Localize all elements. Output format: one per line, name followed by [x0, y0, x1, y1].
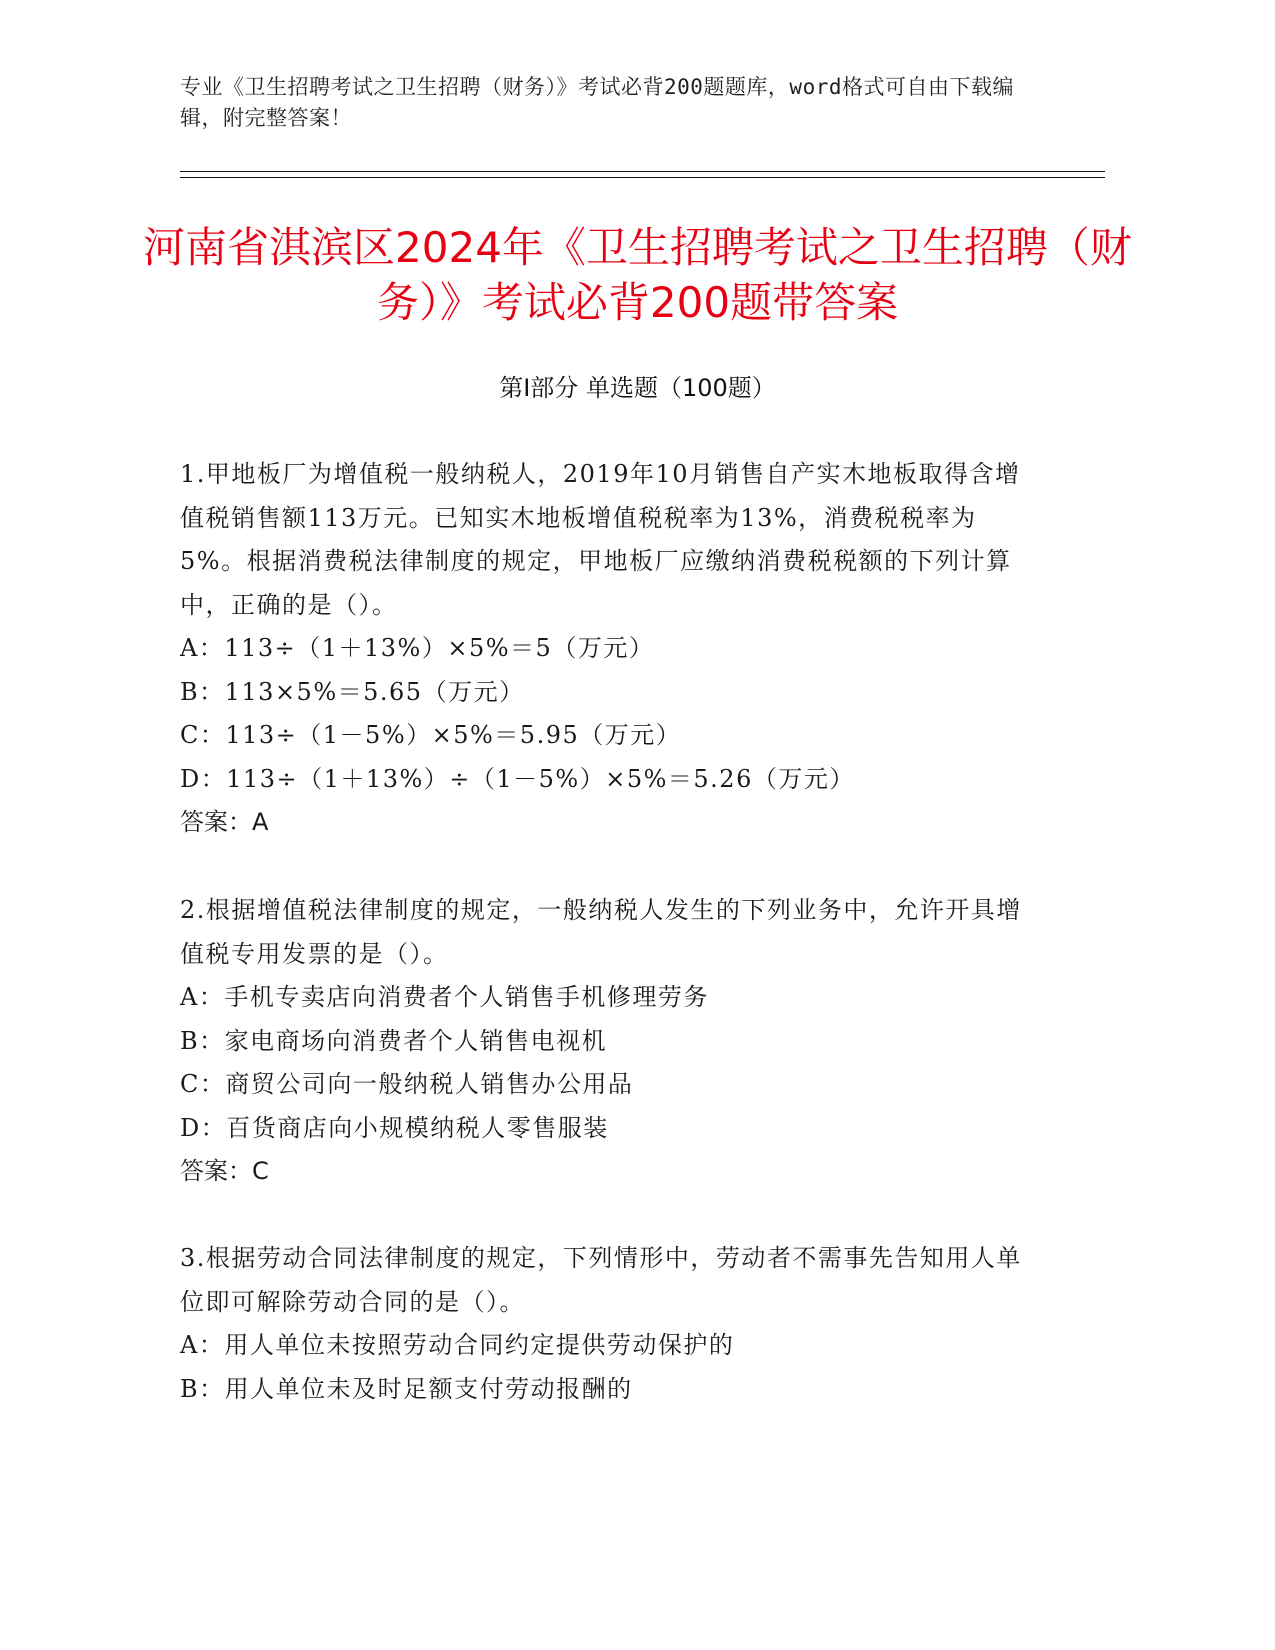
- question-stem: 2.根据增值税法律制度的规定，一般纳税人发生的下列业务中，允许开具增值税专用发票的是（）。: [180, 896, 1022, 968]
- document-title: 河南省淇滨区2024年《卫生招聘考试之卫生招聘（财务）》考试必背200题带答案: [143, 223, 1132, 327]
- answer: 答案：C: [180, 1157, 269, 1185]
- option-c: C：113÷（1－5%）×5%＝5.95（万元）: [180, 721, 682, 749]
- answer: 答案：A: [180, 808, 269, 836]
- option-a: A：113÷（1＋13%）×5%＝5（万元）: [180, 634, 655, 662]
- option-b: B：113×5%＝5.65（万元）: [180, 677, 525, 706]
- header-note: 专业《卫生招聘考试之卫生招聘（财务）》考试必背200题题库，word格式可自由下载编辑，附完整答案！: [180, 75, 1014, 130]
- section-title: 第Ⅰ部分 单选题（100题）: [499, 374, 776, 402]
- option-d: D：百货商店向小规模纳税人零售服装: [180, 1113, 609, 1142]
- option-b: B：家电商场向消费者个人销售电视机: [180, 1026, 608, 1055]
- question-3: [180, 1237, 1040, 1411]
- option-d: D：113÷（1＋13%）÷（1－5%）×5%＝5.26（万元）: [180, 764, 855, 793]
- header-divider-top: [180, 171, 1105, 172]
- option-a: A：手机专卖店向消费者个人销售手机修理劳务: [180, 983, 709, 1011]
- question-2: [180, 889, 1040, 1194]
- header-divider-bottom: [180, 177, 1105, 178]
- option-a: A：用人单位未按照劳动合同约定提供劳动保护的: [180, 1331, 735, 1359]
- question-stem: 3.根据劳动合同法律制度的规定，下列情形中，劳动者不需事先告知用人单位即可解除劳动合同的是（）。: [180, 1244, 1022, 1316]
- option-c: C：商贸公司向一般纳税人销售办公用品: [180, 1070, 634, 1098]
- option-b: B：用人单位未及时足额支付劳动报酬的: [180, 1374, 633, 1403]
- question-stem: 1.甲地板厂为增值税一般纳税人，2019年10月销售自产实木地板取得含增值税销售额113万元。已知实木地板增值税税率为13%，消费税税率为5%。根据消费税法律制度的规定，甲地板厂应缴纳消费税税额的下列计算中，正确的是（）。: [180, 460, 1021, 619]
- question-1: [180, 453, 1040, 845]
